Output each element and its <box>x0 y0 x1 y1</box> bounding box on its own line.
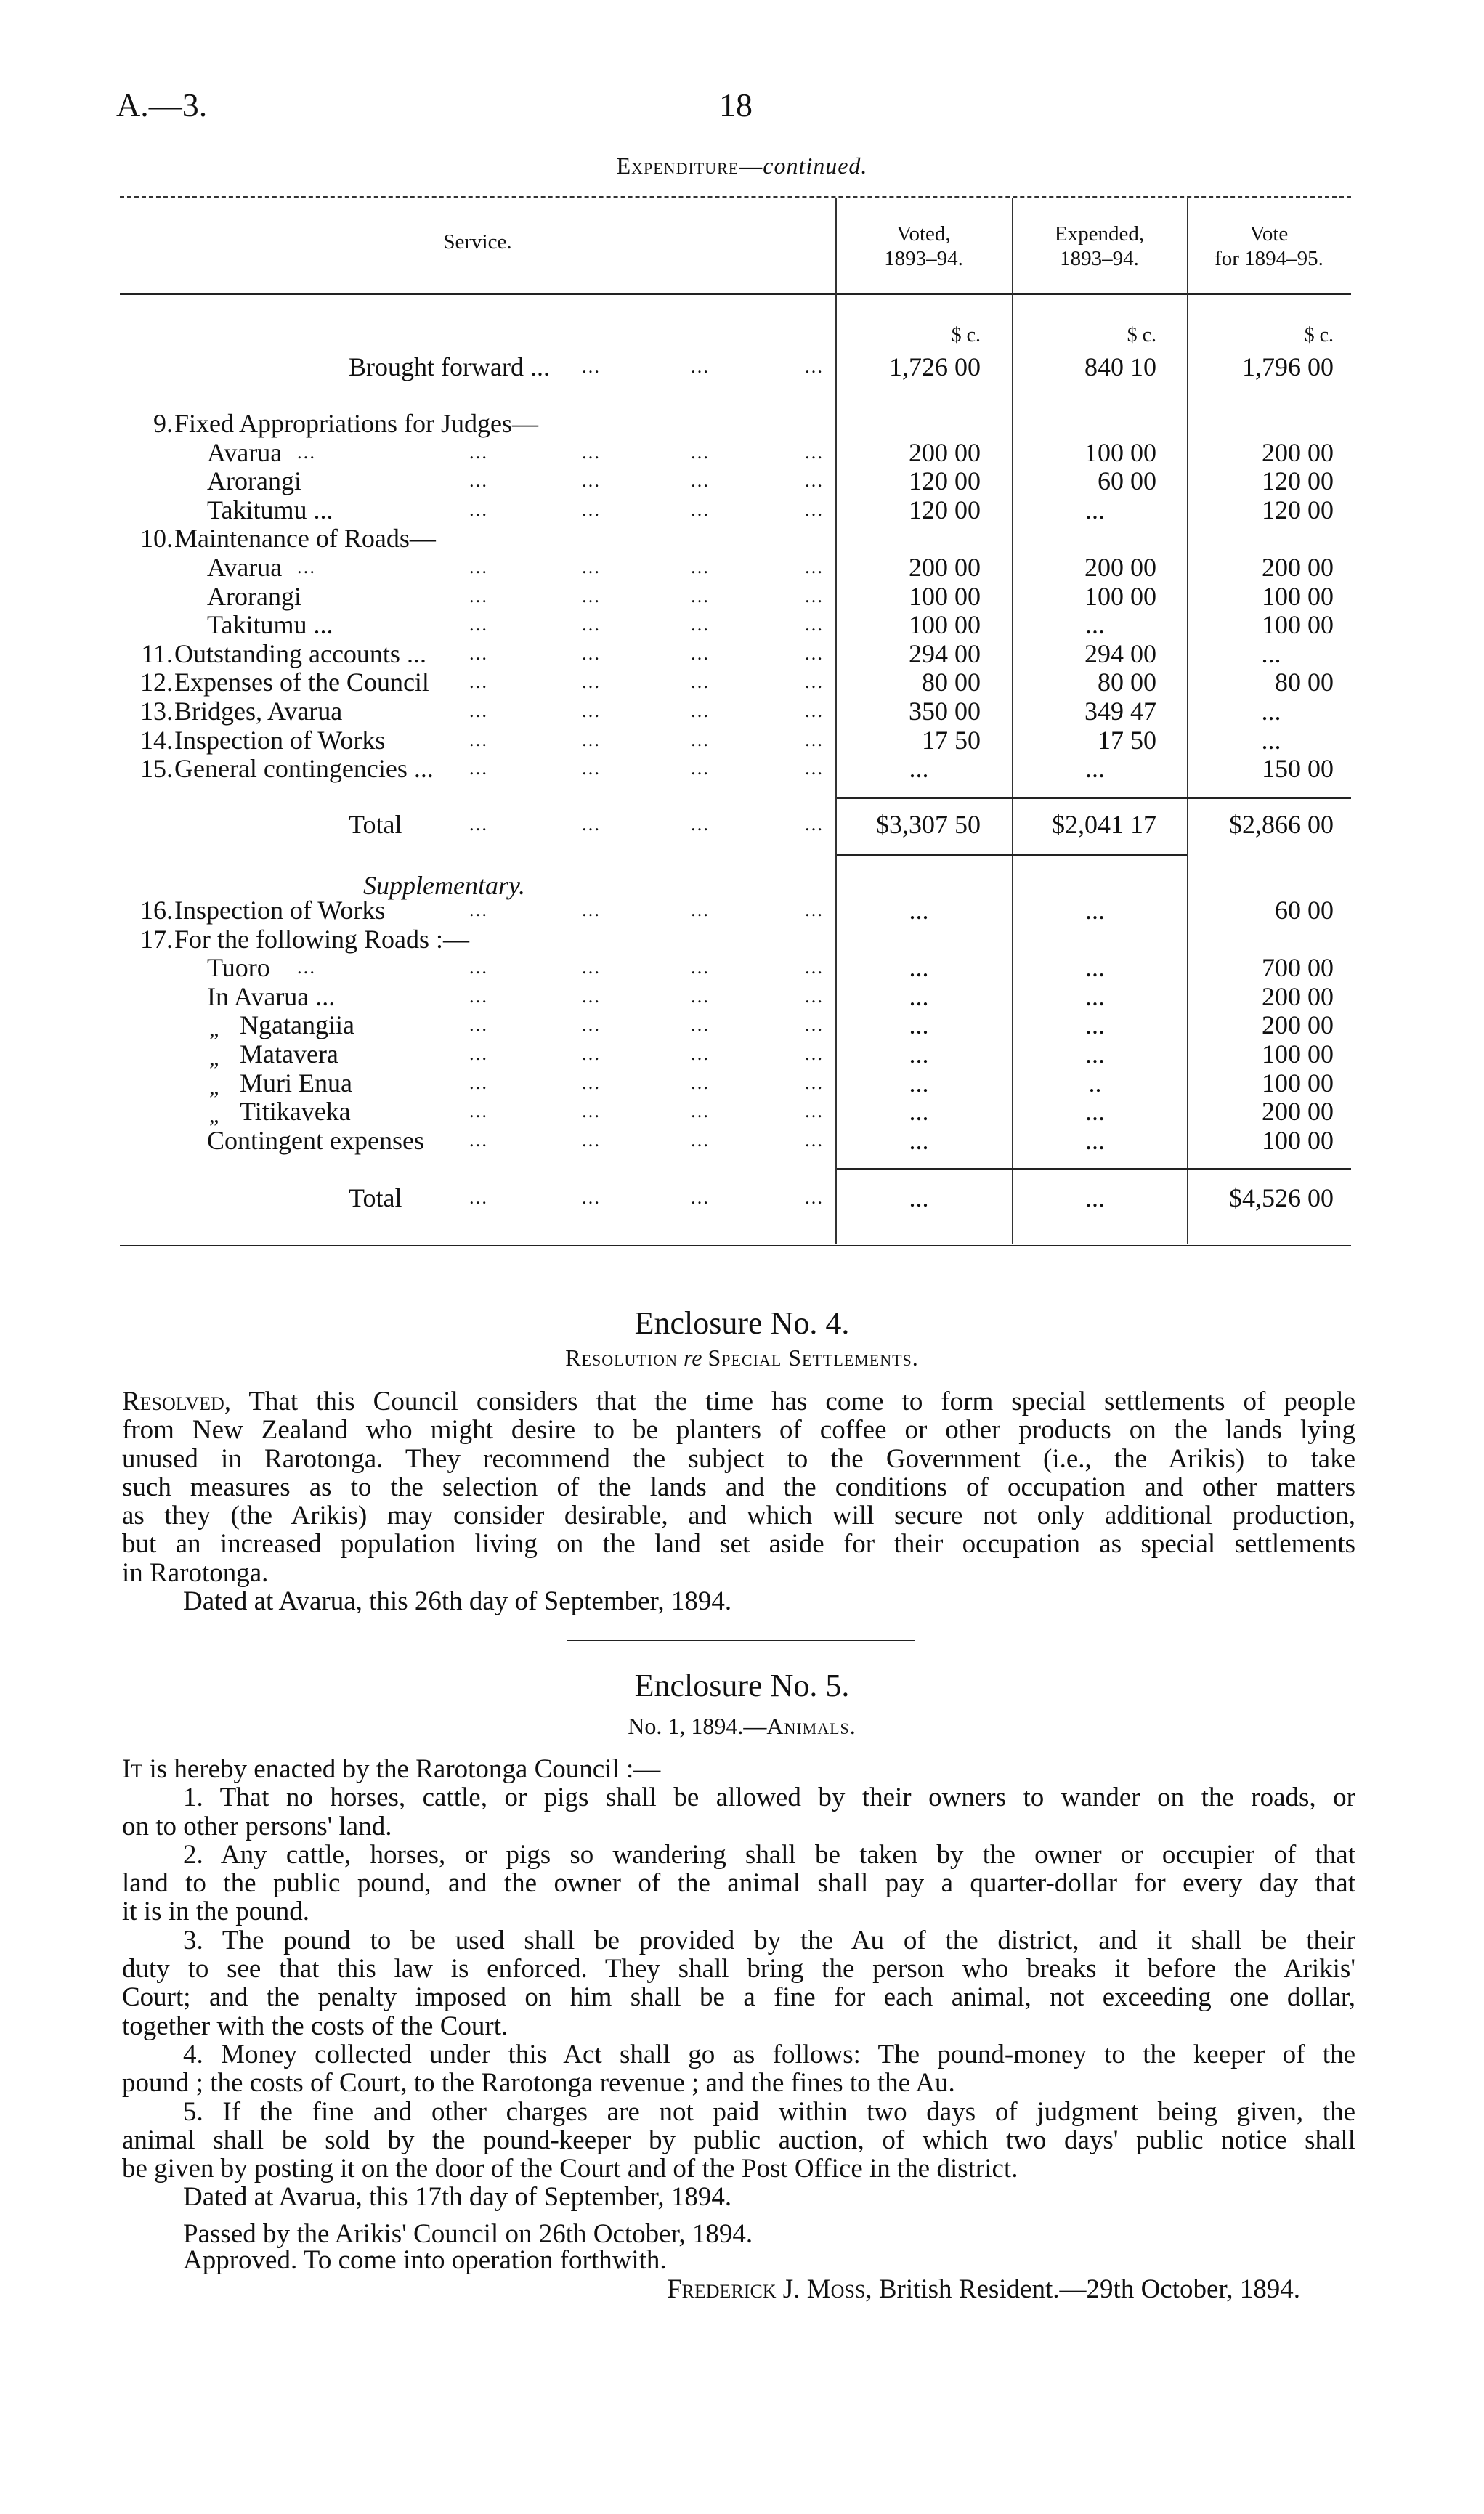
vote-amount: 120 00 <box>1262 495 1334 524</box>
vote-amount: 200 00 <box>1262 981 1334 1011</box>
supp-total-rule <box>837 1168 1351 1170</box>
line-text: in Rarotonga. <box>122 1557 269 1588</box>
table-row <box>0 553 1484 582</box>
line-text: unused in Rarotonga. They recommend the subject to the Government (i.e., the Arikis) to take <box>122 1444 1355 1473</box>
leader-dots: … <box>469 1187 488 1208</box>
section-rule <box>567 1640 915 1641</box>
leader-dots: … <box>581 1100 601 1122</box>
service-label: Outstanding accounts ... <box>174 638 426 668</box>
voted-amount: ... <box>909 953 929 983</box>
leader-dots: … <box>804 498 824 520</box>
item-number: 9. <box>153 409 173 438</box>
lead-word: Resolved, <box>122 1387 231 1416</box>
leader-dots: … <box>469 1043 488 1064</box>
enclosure5-body <box>122 1755 1355 2212</box>
voted-amount: ... <box>909 1010 929 1040</box>
leader-dots: … <box>690 556 710 577</box>
voted-amount: ... <box>909 754 929 784</box>
table-row <box>0 697 1484 726</box>
service-label: Arorangi <box>207 581 301 611</box>
leader-dots: … <box>581 985 601 1007</box>
paragraph-line: animal shall be sold by the pound-keeper by public auction, of which two days' public notice shall <box>122 2125 1355 2155</box>
ditto-mark: „ <box>209 1046 219 1070</box>
enclosure4-title: Enclosure No. 4. <box>634 1305 850 1341</box>
intro-text: is hereby enacted by the Rarotonga Council :— <box>142 1754 661 1784</box>
leader-dots: … <box>804 985 824 1007</box>
vote-amount: ... <box>1261 697 1281 726</box>
supplementary-label: Supplementary. <box>363 871 525 900</box>
header-voted-l2: 1893–94. <box>884 247 963 270</box>
service-label: Titikaveka <box>240 1097 351 1127</box>
leader-dots: … <box>804 642 824 664</box>
leader-dots: … <box>469 1100 488 1122</box>
vote-amount: 100 00 <box>1262 581 1334 611</box>
voted-amount: 17 50 <box>922 725 981 755</box>
leader-dots: … <box>690 1100 710 1122</box>
page-number: 18 <box>719 86 753 123</box>
vote-amount: 1,796 00 <box>1242 352 1334 381</box>
expended-amount: 294 00 <box>1084 638 1156 668</box>
ditto-mark: „ <box>209 1103 219 1128</box>
vote-amount: ... <box>1261 725 1281 755</box>
table-row <box>0 1069 1484 1098</box>
leader-dots: … <box>469 985 488 1007</box>
service-label: Takitumu ... <box>207 495 333 524</box>
brought-forward-row <box>0 352 1484 381</box>
leader-dots: … <box>804 899 824 920</box>
paragraph-line: 3. The pound to be used shall be provided by the Au of the district, and it shall be their <box>183 1926 1355 1955</box>
table-row <box>0 524 1484 553</box>
voted-amount: 200 00 <box>909 437 981 467</box>
item-number: 14. <box>140 725 173 755</box>
page-reference: A.—3. <box>116 86 208 123</box>
currency-unit: $ c. <box>951 324 981 346</box>
service-label: Expenses of the Council <box>174 668 429 697</box>
paragraph-line <box>122 1559 1355 1587</box>
leader-dots: … <box>690 957 710 978</box>
paragraph-line: on to other persons' land. <box>122 1811 392 1841</box>
leader-dots: … <box>581 957 601 978</box>
paragraph-line: 4. Money collected under this Act shall go as follows: The pound-money to the keeper of the <box>183 2040 1355 2069</box>
service-label: General contingencies ... <box>174 754 434 784</box>
voted-amount: ... <box>909 1039 929 1069</box>
voted-amount: 120 00 <box>909 466 981 496</box>
expended-amount: .. <box>1088 1068 1102 1098</box>
voted-amount: ... <box>909 1068 929 1098</box>
service-label: Avarua <box>207 553 283 582</box>
header-vote-l1: Vote <box>1249 222 1289 246</box>
voted-amount: ... <box>909 1125 929 1155</box>
leader-dots: … <box>581 1187 601 1208</box>
leader-dots: … <box>804 1014 824 1036</box>
leader-dots: … <box>690 642 710 664</box>
leader-dots: … <box>690 1129 710 1151</box>
header-voted-l1: Voted, <box>896 222 951 246</box>
paragraph-line: duty to see that this law is enforced. They shall bring the person who breaks it before the Arikis' <box>122 1955 1355 1984</box>
leader-dots: … <box>581 671 601 693</box>
leader-dots: … <box>690 498 710 520</box>
expended-amount: 17 50 <box>1098 725 1156 755</box>
leader-dots: … <box>690 441 710 463</box>
expended-amount: 100 00 <box>1084 437 1156 467</box>
signature-line <box>122 2275 1300 2303</box>
line-text: That this Council considers that the time has come to form special settlements of people <box>230 1387 1355 1416</box>
leader-dots: … <box>581 1071 601 1093</box>
leader-dots: … <box>581 1043 601 1064</box>
table-row <box>0 982 1484 1011</box>
leader-dots: … <box>690 671 710 693</box>
expended-amount: 200 00 <box>1084 553 1156 582</box>
expended-amount: ... <box>1085 754 1105 784</box>
line-text: such measures as to the selection of the lands and the conditions of occupation and other matters <box>122 1472 1355 1502</box>
voted-amount: ... <box>909 1183 929 1212</box>
voted-amount: 350 00 <box>909 697 981 726</box>
leader-dots: … <box>469 671 488 693</box>
leader-dots: … <box>690 814 710 835</box>
leader-dots: … <box>581 1014 601 1036</box>
item-number: 11. <box>141 638 173 668</box>
table-row <box>0 438 1484 467</box>
leader-dots: … <box>469 470 488 492</box>
vote-amount: 120 00 <box>1262 466 1334 496</box>
item-number: 16. <box>140 896 173 925</box>
leader-dots: … <box>469 758 488 779</box>
voted-amount: ... <box>909 896 929 925</box>
leader-dots: … <box>296 957 316 978</box>
leader-dots: … <box>804 1100 824 1122</box>
service-label: Contingent expenses <box>207 1125 424 1155</box>
service-label: Arorangi <box>207 466 301 496</box>
leader-dots: … <box>469 1014 488 1036</box>
ditto-mark: „ <box>209 1017 219 1042</box>
vote-amount: 60 00 <box>1275 896 1334 925</box>
leader-dots: … <box>581 700 601 721</box>
expended-amount: ... <box>1085 1039 1105 1069</box>
item-number: 15. <box>140 754 173 784</box>
leader-dots: … <box>469 700 488 721</box>
expended-amount: ... <box>1085 1183 1105 1212</box>
total-under-rule <box>837 854 1187 856</box>
leader-dots: … <box>804 700 824 721</box>
ditto-mark: „ <box>209 1074 219 1099</box>
subtitle-part: Animals. <box>766 1713 856 1739</box>
service-label: Fixed Appropriations for Judges— <box>174 409 538 438</box>
leader-dots: … <box>581 556 601 577</box>
header-expended <box>1012 222 1187 271</box>
table-row <box>0 582 1484 611</box>
expended-amount: ... <box>1085 981 1105 1011</box>
subtitle-part: Resolution <box>565 1345 678 1371</box>
service-label: Maintenance of Roads— <box>174 524 436 554</box>
expended-amount: 349 47 <box>1084 697 1156 726</box>
leader-dots: … <box>581 441 601 463</box>
leader-dots: … <box>804 814 824 835</box>
header-bottom-rule <box>120 293 1351 295</box>
leader-dots: … <box>690 758 710 779</box>
expended-amount: ... <box>1085 1097 1105 1127</box>
line-text: from New Zealand who might desire to be planters of coffee or other products on the lands lying <box>122 1416 1355 1445</box>
expended-amount: ... <box>1085 1125 1105 1155</box>
table-row <box>0 896 1484 925</box>
leader-dots: … <box>581 470 601 492</box>
leader-dots: … <box>804 585 824 607</box>
leader-dots: … <box>690 1071 710 1093</box>
table-row <box>0 1010 1484 1042</box>
leader-dots: … <box>469 441 488 463</box>
leader-dots: … <box>581 356 601 377</box>
paragraph-line: land to the public pound, and the owner of the animal shall pay a quarter-dollar for every day that <box>122 1869 1355 1898</box>
table-row <box>0 1126 1484 1155</box>
paragraph-line: together with the costs of the Court. <box>122 2011 508 2041</box>
enclosure4-subtitle <box>0 1345 1484 1371</box>
approved-line: Approved. To come into operation forthwith. <box>183 2245 667 2275</box>
leader-dots: … <box>469 614 488 636</box>
vote-amount: 100 00 <box>1262 610 1334 640</box>
leader-dots: … <box>804 1187 824 1208</box>
service-label: Total <box>349 810 402 839</box>
paragraph-line: it is in the pound. <box>122 1897 309 1927</box>
paragraph-line: 5. If the fine and other charges are not paid within two days of judgment being given, the <box>183 2097 1355 2126</box>
leader-dots: … <box>469 957 488 978</box>
signature-name: Frederick J. Moss, <box>666 2274 872 2304</box>
vote-amount: 80 00 <box>1275 668 1334 697</box>
header-expended-l1: Expended, <box>1054 222 1145 246</box>
leader-dots: … <box>469 1071 488 1093</box>
table-row <box>0 953 1484 982</box>
table-bottom-rule <box>120 1245 1351 1246</box>
subtitle-re: re <box>683 1345 702 1371</box>
service-label: Bridges, Avarua <box>174 697 343 726</box>
table-title-continued: continued. <box>763 153 868 179</box>
item-number: 10. <box>140 524 173 554</box>
leader-dots: … <box>581 614 601 636</box>
table-title <box>0 153 1484 179</box>
leader-dots: … <box>690 470 710 492</box>
table-row <box>0 409 1484 438</box>
expended-amount: 840 10 <box>1084 352 1156 381</box>
item-number: 17. <box>140 924 173 954</box>
service-label: For the following Roads :— <box>174 924 469 954</box>
expended-amount: 60 00 <box>1098 466 1156 496</box>
vote-amount: 700 00 <box>1262 953 1334 983</box>
leader-dots: … <box>469 585 488 607</box>
dated-line: Dated at Avarua, this 26th day of September, 1894. <box>183 1586 732 1617</box>
expended-amount: ... <box>1085 953 1105 983</box>
voted-amount: 100 00 <box>909 581 981 611</box>
voted-amount: ... <box>909 981 929 1011</box>
leader-dots: … <box>690 1043 710 1064</box>
paragraph-line <box>122 1445 1355 1473</box>
leader-dots: … <box>690 1014 710 1036</box>
supplementary-total-row <box>0 1183 1484 1212</box>
vote-amount: 200 00 <box>1262 553 1334 582</box>
vote-amount: $2,866 00 <box>1229 810 1334 839</box>
leader-dots: … <box>296 556 316 577</box>
expended-amount: 100 00 <box>1084 581 1156 611</box>
paragraph-line: pound ; the costs of Court, to the Rarotonga revenue ; and the fines to the Au. <box>122 2068 955 2099</box>
vote-amount: 200 00 <box>1262 1010 1334 1040</box>
expended-amount: ... <box>1085 1010 1105 1040</box>
voted-amount: 80 00 <box>922 668 981 697</box>
paragraph-line: Dated at Avarua, this 17th day of September, 1894. <box>183 2182 732 2213</box>
table-row <box>0 925 1484 954</box>
passed-line: Passed by the Arikis' Council on 26th October, 1894. <box>183 2219 753 2249</box>
service-label: Inspection of Works <box>174 896 386 925</box>
service-label: Total <box>349 1183 402 1212</box>
vote-amount: 200 00 <box>1262 1097 1334 1127</box>
subtitle-part: No. 1, 1894.— <box>628 1713 767 1739</box>
vote-amount: 100 00 <box>1262 1068 1334 1098</box>
header-voted <box>835 222 1012 271</box>
line-text: as they (the Arikis) may consider desirable, and which will secure not only additional production, <box>122 1501 1355 1530</box>
table-top-rule <box>120 196 1351 198</box>
paragraph-line: Court; and the penalty imposed on him shall be a fine for each animal, not exceeding one dollar, <box>122 1983 1355 2012</box>
leader-dots: … <box>581 498 601 520</box>
units-row <box>0 321 1484 350</box>
leader-dots: … <box>690 614 710 636</box>
leader-dots: … <box>469 1129 488 1151</box>
leader-dots: … <box>690 700 710 721</box>
leader-dots: … <box>690 585 710 607</box>
vote-amount: ... <box>1261 638 1281 668</box>
leader-dots: … <box>804 356 824 377</box>
paragraph-line <box>122 1501 1355 1530</box>
header-vote <box>1187 222 1351 271</box>
expended-amount: ... <box>1085 896 1105 925</box>
intro-line <box>122 1755 1355 1783</box>
total-rule <box>837 797 1351 799</box>
enclosure4-body <box>122 1387 1355 1615</box>
table-row <box>0 495 1484 524</box>
service-label: Avarua <box>207 437 283 467</box>
header-service: Service. <box>443 230 512 254</box>
leader-dots: … <box>469 899 488 920</box>
leader-dots: … <box>804 470 824 492</box>
total-row <box>0 810 1484 839</box>
expended-amount: ... <box>1085 495 1105 524</box>
voted-amount: 294 00 <box>909 638 981 668</box>
leader-dots: … <box>469 556 488 577</box>
leader-dots: … <box>469 498 488 520</box>
leader-dots: … <box>804 1071 824 1093</box>
vote-amount: 200 00 <box>1262 437 1334 467</box>
table-title-main: Expenditure— <box>616 153 763 179</box>
service-label: Inspection of Works <box>174 725 386 755</box>
line-text: but an increased population living on the land set aside for their occupation as special settlements <box>122 1530 1355 1559</box>
leader-dots: … <box>581 1129 601 1151</box>
leader-dots: … <box>804 1043 824 1064</box>
leader-dots: … <box>469 814 488 835</box>
leader-dots: … <box>581 585 601 607</box>
subtitle-part: Special Settlements. <box>707 1345 919 1371</box>
table-row <box>0 639 1484 668</box>
paragraph-line <box>122 1473 1355 1501</box>
header-vote-l2: for 1894–95. <box>1215 247 1323 270</box>
paragraph-line <box>122 1530 1355 1558</box>
expended-amount: ... <box>1085 610 1105 640</box>
paragraph-line <box>122 1416 1355 1444</box>
service-label: Muri Enua <box>240 1068 352 1098</box>
expended-amount: 80 00 <box>1098 668 1156 697</box>
leader-dots: … <box>804 441 824 463</box>
table-row <box>0 1039 1484 1069</box>
voted-amount: 200 00 <box>909 553 981 582</box>
paragraph-line: 2. Any cattle, horses, or pigs so wandering shall be taken by the owner or occupier of that <box>183 1840 1355 1870</box>
voted-amount: ... <box>909 1097 929 1127</box>
leader-dots: … <box>581 729 601 750</box>
service-label: Tuoro <box>207 953 270 983</box>
item-number: 13. <box>140 697 173 726</box>
table-row <box>0 668 1484 697</box>
table-row <box>0 466 1484 495</box>
leader-dots: … <box>804 556 824 577</box>
leader-dots: … <box>690 1187 710 1208</box>
service-label: Ngatangiia <box>240 1010 354 1040</box>
leader-dots: … <box>690 729 710 750</box>
leader-dots: … <box>581 758 601 779</box>
voted-amount: 1,726 00 <box>889 352 981 381</box>
leader-dots: … <box>690 356 710 377</box>
signature-title-date: British Resident.—29th October, 1894. <box>872 2274 1300 2304</box>
vote-amount: $4,526 00 <box>1229 1183 1334 1212</box>
table-row <box>0 754 1484 783</box>
leader-dots: … <box>804 614 824 636</box>
vote-amount: 100 00 <box>1262 1125 1334 1155</box>
currency-unit: $ c. <box>1127 324 1156 346</box>
leader-dots: … <box>804 957 824 978</box>
table-row <box>0 610 1484 639</box>
voted-amount: $3,307 50 <box>876 810 981 839</box>
leader-dots: … <box>581 814 601 835</box>
leader-dots: … <box>581 642 601 664</box>
leader-dots: … <box>690 985 710 1007</box>
enclosure5-subtitle <box>0 1713 1484 1740</box>
table-row <box>0 726 1484 755</box>
service-label: In Avarua ... <box>207 981 336 1011</box>
item-number: 12. <box>140 668 173 697</box>
paragraph-line: 1. That no horses, cattle, or pigs shall be allowed by their owners to wander on the roads, or <box>183 1783 1355 1812</box>
vote-amount: 100 00 <box>1262 1039 1334 1069</box>
currency-unit: $ c. <box>1304 324 1334 346</box>
expended-amount: $2,041 17 <box>1052 810 1156 839</box>
service-label: Matavera <box>240 1039 338 1069</box>
leader-dots: … <box>296 441 316 463</box>
leader-dots: … <box>804 671 824 693</box>
header-expended-l2: 1893–94. <box>1060 247 1139 270</box>
leader-dots: … <box>804 1129 824 1151</box>
lead-word: It <box>122 1754 143 1784</box>
vote-amount: 150 00 <box>1262 754 1334 784</box>
table-row <box>0 1097 1484 1126</box>
leader-dots: … <box>469 729 488 750</box>
paragraph-line: be given by posting it on the door of the Court and of the Post Office in the district. <box>122 2154 1018 2184</box>
service-label: Brought forward ... <box>349 352 550 381</box>
service-label: Takitumu ... <box>207 610 333 640</box>
enclosure5-title: Enclosure No. 5. <box>634 1668 850 1703</box>
leader-dots: … <box>690 899 710 920</box>
paragraph-line <box>122 1387 1355 1416</box>
leader-dots: … <box>804 729 824 750</box>
voted-amount: 100 00 <box>909 610 981 640</box>
voted-amount: 120 00 <box>909 495 981 524</box>
leader-dots: … <box>469 642 488 664</box>
leader-dots: … <box>581 899 601 920</box>
leader-dots: … <box>804 758 824 779</box>
